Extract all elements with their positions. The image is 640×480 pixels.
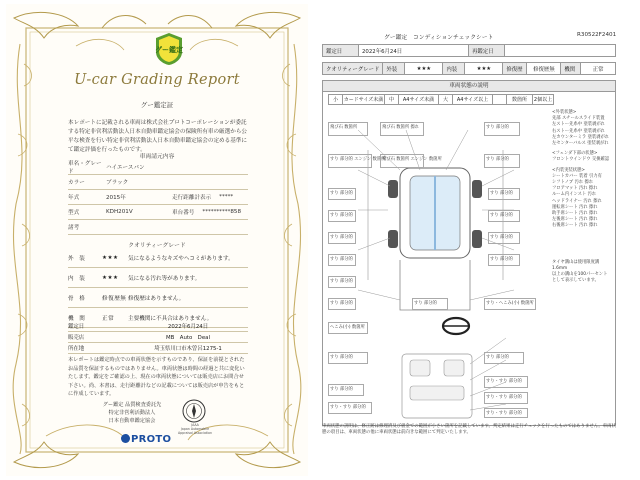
jaaa-name: JAAA — [191, 423, 199, 427]
grading-certificate — [6, 4, 308, 476]
cell-value — [505, 45, 616, 57]
condition-notes — [552, 110, 614, 284]
quality-stars: ★★★ — [102, 274, 119, 281]
sheet-reference: R30522F2401 — [577, 32, 617, 38]
note-line: フロアマット 汚れ 擦れ — [552, 186, 598, 192]
note-line: 左センターバルス 塗装剥がれ — [552, 141, 609, 147]
note-line: として表示しています。 — [552, 278, 599, 284]
legend-cell: 大 — [439, 95, 453, 104]
cell-label: 修復歴 — [503, 63, 527, 75]
damage-label: すり 部分的 — [328, 276, 356, 288]
note-line: シートカバー 装着 引力有 — [552, 173, 602, 179]
damage-label: すり 部分的 — [484, 154, 520, 168]
legend-cell: A4サイズ未満 — [399, 95, 439, 104]
legend-cell: A4サイズ以上 — [453, 95, 493, 104]
vehicle-row — [68, 160, 248, 175]
damage-label: すり 部分的 — [484, 122, 520, 136]
vehicle-section-title: 車両請元内容 — [139, 154, 175, 160]
cell-label: 内装 — [443, 63, 465, 75]
cell-label: 鑑定日 — [323, 45, 359, 57]
quality-label: 機 関 — [68, 315, 85, 322]
wheel-icon — [388, 230, 398, 248]
grade-table — [322, 62, 616, 75]
damage-label: へこみ(小) 数箇所 — [328, 322, 368, 334]
quality-stars: 修復歴無 — [102, 295, 127, 302]
note-line: シフトノブ 汚れ 擦れ — [552, 180, 594, 186]
note-line: 以上の溝山を100パーセント — [552, 272, 608, 278]
legend-row — [328, 94, 554, 105]
shop-row — [68, 321, 248, 332]
quality-desc: 修復歴はありません。 — [128, 295, 185, 302]
cell-label: 機関 — [561, 63, 581, 75]
wheel-icon — [472, 180, 482, 198]
quality-label: 外 装 — [68, 255, 85, 262]
damage-label: すり 部分的 — [488, 232, 520, 244]
row-value: 2015年 — [106, 195, 126, 201]
quality-row — [68, 248, 248, 268]
sheet-footer-note: 車両状態の説明は、修正跡は修理済及び板金での範囲が小さい箇所を記載しています。判定結果は走行チェックを行ったものではありません。車両状態の項目は、車両状態の他に車両状態は前向きな範囲にて判定いたします。 — [322, 424, 616, 436]
cell-value: ★★★ — [465, 63, 503, 75]
damage-label: 飛び石 数箇所 エンジン 数箇所 — [380, 154, 424, 168]
row-label-2: 車台番号 — [172, 210, 195, 216]
quality-row — [68, 268, 248, 288]
legend-cell — [493, 95, 507, 104]
vehicle-row — [68, 175, 248, 190]
note-line: <内装実装状態> — [552, 167, 585, 173]
cell-value: 2022年6月24日 — [359, 45, 469, 57]
jaaa-label — [176, 423, 214, 435]
legend-cell: 小 — [329, 95, 343, 104]
cert-subtitle: グー鑑定証 — [140, 101, 174, 109]
quality-label: 骨 格 — [68, 295, 85, 302]
shop-label: 販売店 — [68, 335, 85, 341]
issuer-line: グー鑑定 品質検査委託先 — [102, 402, 162, 408]
legend-cell: 2個以上 — [533, 97, 553, 103]
vehicle-row — [68, 220, 248, 235]
quality-row — [68, 288, 248, 308]
damage-label: すり・すり 部分的 — [484, 376, 528, 388]
row-value: ブラック — [106, 180, 129, 186]
cert-title: U-car Grading Report — [74, 72, 240, 88]
sheet-title: グー鑑定 コンディションチェックシート — [384, 35, 494, 41]
proto-brand — [121, 434, 171, 445]
note-line: 右後席シート 汚れ 擦れ — [552, 223, 598, 229]
cell-value: 正常 — [581, 63, 616, 75]
damage-label: すり 部分的 — [328, 298, 356, 310]
note-line: 助手席シート 汚れ 擦れ — [552, 211, 598, 217]
issuer-block — [92, 401, 172, 425]
row-value-2: **********858 — [202, 209, 242, 215]
note-line: 左ストー先糸中 塗装剥がれ — [552, 122, 605, 128]
damage-label: すり 部分的 — [328, 188, 356, 200]
damage-label: 飛び石 数箇所 — [328, 122, 368, 136]
note-line: 運転席シート 汚れ 擦れ — [552, 204, 598, 210]
row-label-2: 走行距離計表示 — [172, 195, 212, 201]
damage-label: すり・すり 部分的 — [484, 392, 528, 404]
note-line: フロントウインドウ 交換確認 — [552, 157, 610, 163]
cell-value: ★★★ — [405, 63, 443, 75]
wheel-icon — [472, 230, 482, 248]
jaaa-emblem — [182, 399, 206, 423]
issuer-line: 日本自動車鑑定協会 — [108, 418, 156, 424]
vehicle-row — [68, 190, 248, 205]
shop-value: MB Auto Deal — [166, 335, 210, 341]
row-label: カラー — [68, 180, 85, 186]
quality-stars: ★★★ — [102, 254, 119, 261]
quality-desc: 主要機関に不具合はありません。 — [128, 315, 213, 322]
logo-text: グー鑑定 — [155, 46, 183, 54]
note-line: 先部 スチールスライド装置 — [552, 116, 605, 122]
damage-label: 飛び石 数箇所 擦れ — [380, 122, 424, 136]
shop-row — [68, 343, 248, 354]
note-line: ルーム内インスト 汚れ — [552, 192, 597, 198]
date-table — [322, 44, 616, 57]
legend-cell: 数箇所 — [507, 95, 533, 104]
damage-label: すり 部分的 エンジン 数箇所 — [328, 154, 372, 168]
quality-section-title: クオリティーグレード — [128, 243, 186, 249]
damage-label: すり・へこみ(小) 数箇所 — [484, 298, 536, 310]
damage-label: すり 部分的 — [488, 254, 520, 266]
cell-value: 修復歴無 — [527, 63, 561, 75]
quality-label: 内 装 — [68, 275, 85, 282]
shop-value: 埼玉県川口市木曽呂1275-1 — [154, 346, 222, 352]
note-line: タイヤ溝山は使用限度溝1.6mm — [552, 259, 600, 271]
cell-label: クオリティーグレード — [323, 63, 383, 75]
damage-label: すり 部分的 — [328, 254, 356, 266]
cell-label: 再鑑定日 — [469, 45, 505, 57]
goo-kantei-logo — [154, 32, 184, 66]
proto-text: PROTO — [131, 434, 172, 445]
damage-label: すり 部分的 — [488, 188, 520, 200]
damage-label: すり 部分的 — [484, 352, 524, 364]
quality-stars: 正常 — [102, 315, 115, 322]
legend-cell: 中 — [385, 95, 399, 104]
cell-label: 外装 — [383, 63, 405, 75]
note-line: 左後席シート 汚れ 擦れ — [552, 217, 598, 223]
row-label: 車名・グレード — [68, 161, 102, 175]
wheel-icon — [388, 180, 398, 198]
damage-label: すり・すり 部分的 — [328, 402, 372, 414]
note-line: 右ストー先糸中 塗装剥がれ — [552, 128, 605, 134]
damage-label: すり・すり 部分的 — [484, 408, 528, 418]
shop-label: 所在地 — [68, 346, 85, 352]
quality-desc: 気になるようなキズやヘコミがあります。 — [128, 255, 234, 262]
note-line: 左カウンターミラ 塗装剥がれ — [552, 134, 610, 140]
cert-notice: 本レポートは鑑定時点での車両状態を示すものであり、保証を前提とされたお品質を保証するものではありません。車両状態は時間の経過と共に変化いたします。鑑定をご確認の上、現在の車両状態については販売店にお問合せ下さい。尚、本書は、走行距離計などの記載については販売店が申告をもとに作成しています。 — [68, 357, 245, 398]
shop-row — [68, 332, 248, 343]
row-value-2: ***** — [219, 194, 234, 200]
note-line: ヘッドライナー 汚れ 擦れ — [552, 198, 602, 204]
damage-label: すり 部分的 — [412, 298, 448, 310]
quality-desc: 気になる汚れ等があります。 — [128, 275, 201, 282]
damage-label: すり 部分的 — [328, 232, 356, 244]
damage-label: すり 部分的 — [328, 384, 364, 396]
row-label: 諸考 — [68, 225, 80, 231]
row-value: KDH201V — [106, 209, 133, 215]
row-label: 型式 — [68, 210, 80, 216]
state-section-title: 車両状態の説明 — [322, 80, 616, 92]
row-value: ハイエースバン — [106, 165, 145, 171]
jaaa-sub: Japan Automobile Appraisal Association — [177, 427, 213, 435]
cert-intro-text: 本レポートに記載される車両は株式会社プロトコーポレーションが委託する特定非営利活動法人日本自動車鑑定協会の保険所有車の厳選から公平な検査を行い特定非営利活動法人日本自動車鑑定協会の定める基準にて鑑定評価を行ったものです。 — [68, 120, 248, 153]
vehicle-row — [68, 205, 248, 220]
damage-label: すり 部分的 — [328, 352, 368, 364]
shop-label: 鑑定日 — [68, 324, 85, 330]
row-label: 年式 — [68, 195, 80, 201]
note-line: <フェンダ下部の状態> — [552, 151, 598, 157]
issuer-line: 特定非営利活動法人 — [108, 410, 156, 416]
note-line: <外装状態> — [552, 110, 577, 115]
damage-label: すり 部分的 — [328, 210, 356, 222]
shop-value: 2022年6月24日 — [167, 324, 209, 330]
proto-mark-icon — [121, 434, 130, 443]
legend-cell: カードサイズ未満 — [343, 97, 384, 103]
damage-label: すり 部分的 — [488, 210, 520, 222]
